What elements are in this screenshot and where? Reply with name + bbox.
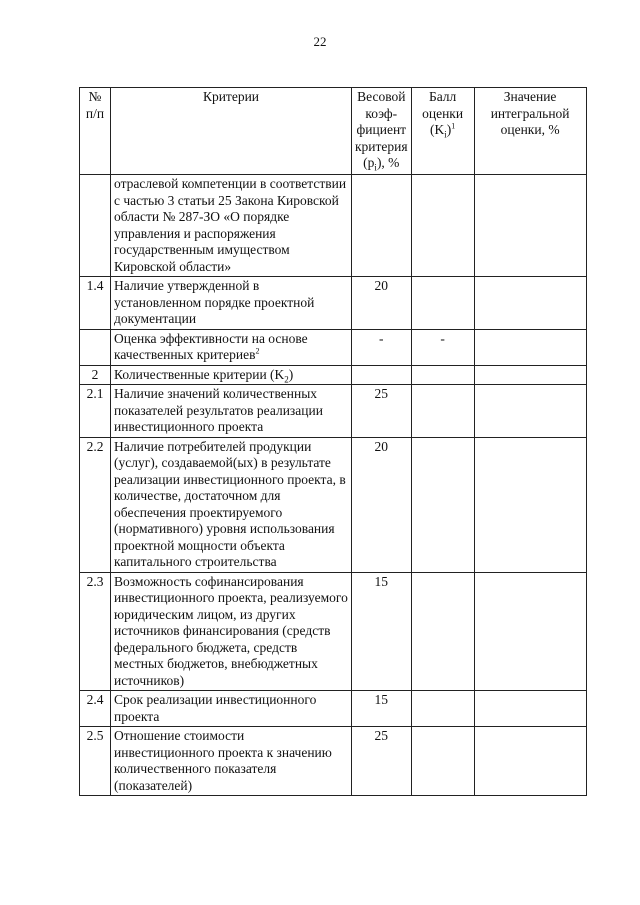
row-criteria: Отношение стоимости инвестиционного проекта к значению количественного показателя (показателей) (111, 727, 352, 796)
row-num: 2.2 (80, 437, 111, 572)
row-num (80, 175, 111, 277)
header-score-suffix: ) (446, 122, 452, 137)
row-score (411, 691, 474, 727)
header-score-text: Балл оценки (K (422, 89, 464, 137)
row-score (411, 365, 474, 385)
row-criteria: отраслевой компетенции в соответствии с частью 3 статьи 25 Закона Кировской области № 287-ЗО «О порядке управления и распоряжения государственным имуществом Кировской области» (111, 175, 352, 277)
row-criteria-sub: 2 (284, 374, 289, 385)
row-criteria: Наличие потребителей продукции (услуг), создаваемой(ых) в результате реализации инвестиционного проекта, в количестве, достаточном для обеспечения проектируемого (нормативного) уровня использования проектной мощности объекта капитального строительства (111, 437, 352, 572)
row-weight: 15 (352, 691, 412, 727)
row-score (411, 437, 474, 572)
table-row (80, 329, 587, 365)
header-score-footnote: 1 (451, 121, 456, 131)
table-row (80, 175, 587, 277)
row-integral (474, 329, 586, 365)
row-criteria (111, 329, 352, 365)
row-integral (474, 175, 586, 277)
row-integral (474, 572, 586, 691)
row-integral (474, 277, 586, 330)
row-num: 2.3 (80, 572, 111, 691)
header-weight-text: Весовой коэф-фициент критерия (p (355, 89, 408, 170)
row-criteria: Наличие значений количественных показателей результатов реализации инвестиционного проекта (111, 385, 352, 438)
row-criteria-footnote: 2 (255, 346, 260, 356)
row-score: - (411, 329, 474, 365)
header-weight-suffix: ), % (376, 155, 400, 170)
row-criteria: Возможность софинансирования инвестиционного проекта, реализуемого юридическим лицом, из других источников финансирования (средств федерального бюджета, средств местных бюджетов, внебюджетных источников) (111, 572, 352, 691)
row-criteria: Срок реализации инвестиционного проекта (111, 691, 352, 727)
row-score (411, 385, 474, 438)
row-integral (474, 365, 586, 385)
row-weight: 25 (352, 385, 412, 438)
row-integral (474, 437, 586, 572)
row-num: 2.1 (80, 385, 111, 438)
row-criteria-text: Количественные критерии (K (114, 366, 285, 382)
row-criteria (111, 365, 352, 385)
row-weight: - (352, 329, 412, 365)
header-num: № п/п (80, 88, 111, 175)
table-row (80, 277, 587, 330)
row-integral (474, 727, 586, 796)
row-weight: 25 (352, 727, 412, 796)
row-weight (352, 175, 412, 277)
table-row (80, 365, 587, 385)
table-row (80, 572, 587, 691)
row-weight: 15 (352, 572, 412, 691)
row-criteria: Наличие утвержденной в установленном порядке проектной документации (111, 277, 352, 330)
row-integral (474, 691, 586, 727)
table-row (80, 691, 587, 727)
row-num: 2.5 (80, 727, 111, 796)
row-score (411, 175, 474, 277)
row-integral (474, 385, 586, 438)
header-criteria: Критерии (111, 88, 352, 175)
criteria-table (79, 87, 587, 796)
row-weight: 20 (352, 437, 412, 572)
header-score-sub: i (444, 129, 447, 140)
header-weight (352, 88, 412, 175)
page-number: 22 (313, 34, 327, 49)
row-criteria-text: Оценка эффективности на основе качественных критериев (114, 330, 308, 362)
row-score (411, 277, 474, 330)
row-criteria-suffix: ) (288, 366, 294, 382)
table-row (80, 727, 587, 796)
header-integral: Значение интегральной оценки, % (474, 88, 586, 175)
header-score (411, 88, 474, 175)
table-header-row (80, 88, 587, 175)
row-num: 2.4 (80, 691, 111, 727)
table-row (80, 437, 587, 572)
row-weight: 20 (352, 277, 412, 330)
table-row (80, 385, 587, 438)
row-weight (352, 365, 412, 385)
row-num: 1.4 (80, 277, 111, 330)
row-score (411, 572, 474, 691)
row-score (411, 727, 474, 796)
header-weight-sub: i (374, 162, 377, 173)
row-num: 2 (80, 365, 111, 385)
row-num (80, 329, 111, 365)
